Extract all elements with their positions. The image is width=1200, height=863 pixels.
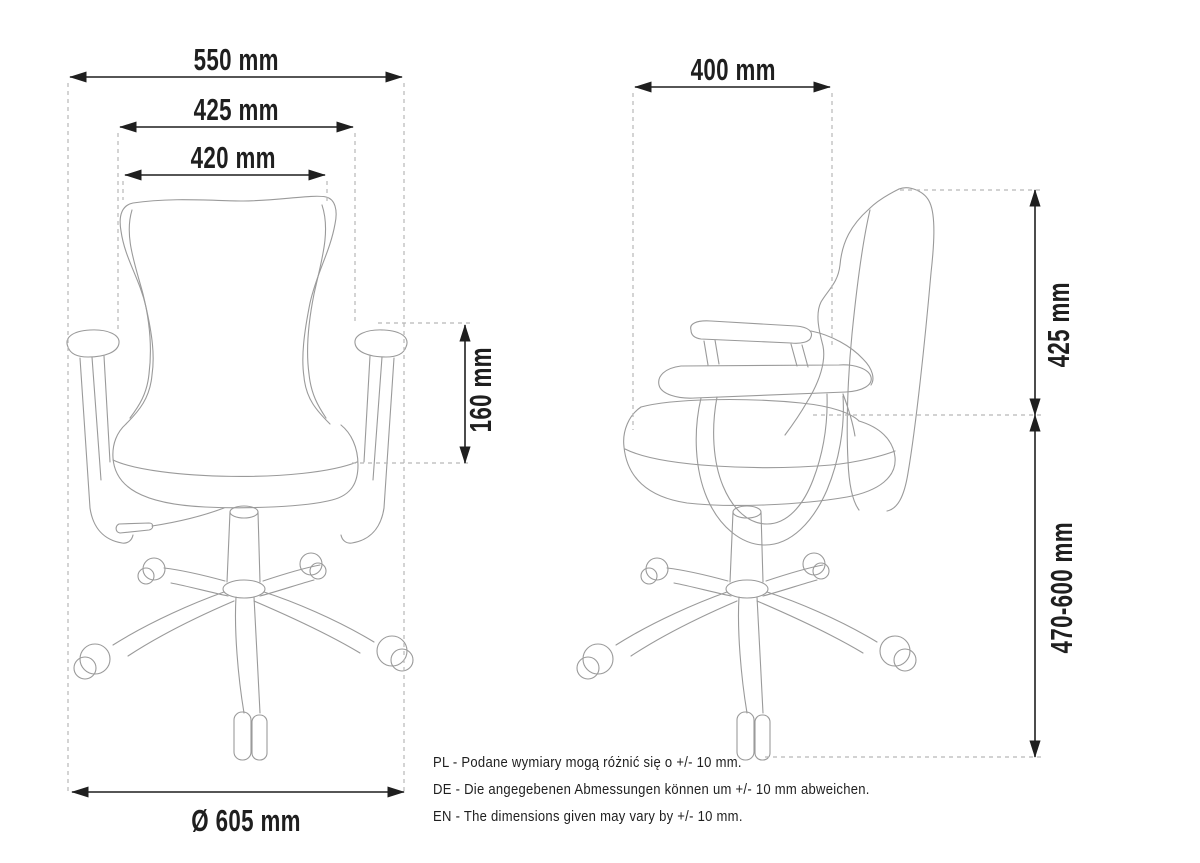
tilt-lever — [116, 508, 224, 533]
dimension-lines — [70, 77, 1035, 792]
dim-label-armrest-height: 160 mm — [463, 347, 498, 433]
seat-outline — [113, 424, 358, 508]
note-de: DE - Die angegebenen Abmessungen können um +/- 10 mm abweichen. — [433, 782, 870, 798]
note-en: EN - The dimensions given may vary by +/- 10 mm. — [433, 809, 743, 825]
dim-label-overall-width: 550 mm — [193, 42, 279, 77]
note-pl: PL - Podane wymiary mogą różnić się o +/- 10 mm. — [433, 755, 742, 771]
dim-label-seat-height-range: 470-600 mm — [1044, 522, 1079, 654]
dim-label-seat-depth: 400 mm — [690, 52, 776, 87]
armrest-side — [659, 321, 873, 545]
backrest-seam — [129, 210, 150, 418]
backrest-outline — [120, 196, 336, 424]
chair-front-view — [67, 196, 413, 760]
chair-side-view — [577, 188, 934, 760]
dim-label-backrest-outer-width: 425 mm — [193, 92, 279, 127]
armrest-left — [67, 330, 133, 543]
dim-label-backrest-width: 420 mm — [190, 140, 276, 175]
extension-lines — [68, 83, 1042, 792]
dim-label-backrest-height: 425 mm — [1041, 282, 1076, 368]
dim-label-base-diameter: Ø 605 mm — [191, 803, 301, 838]
backrest-side-outline — [887, 188, 934, 511]
